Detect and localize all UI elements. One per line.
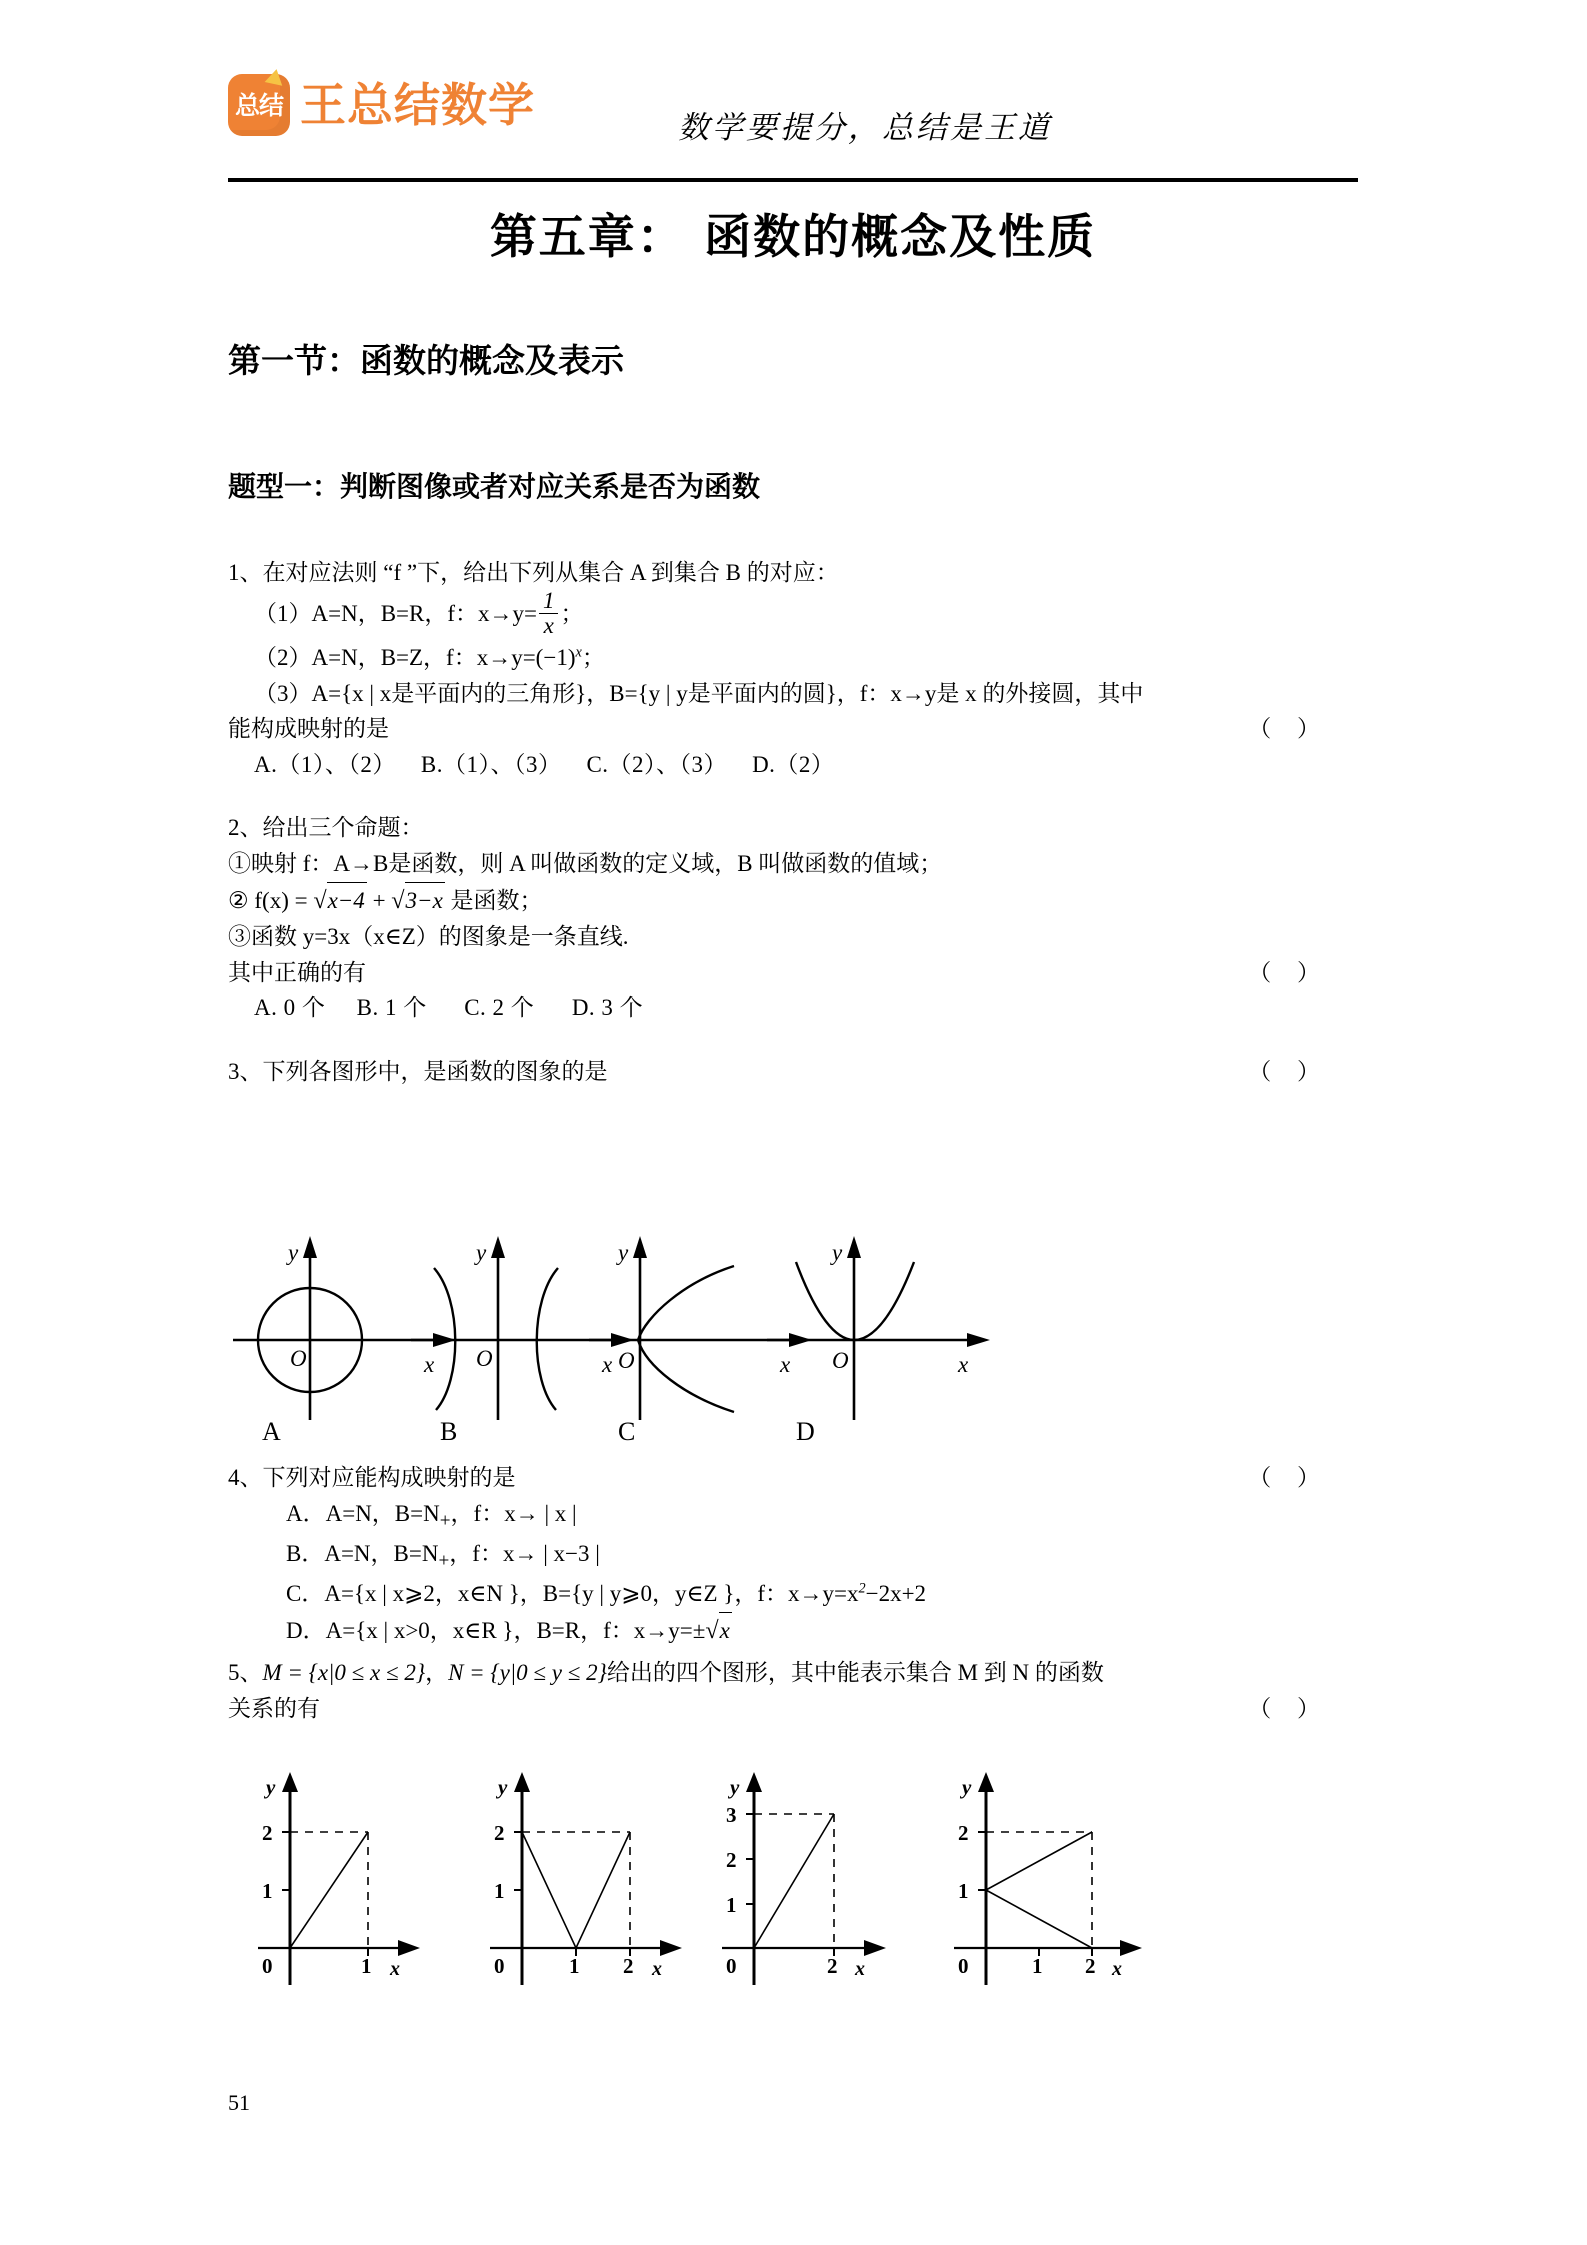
svg-text:2: 2: [494, 1821, 505, 1845]
radical-sign-icon: √: [313, 886, 327, 914]
q5-stem-line2: [228, 1691, 1358, 1727]
q4-option-b[interactable]: [228, 1536, 1358, 1576]
q5-set-m: M = {x|0 ≤ x ≤ 2}: [262, 1660, 426, 1686]
section-title: 第一节：函数的概念及表示: [228, 341, 624, 380]
q5-answer-blank[interactable]: （ ）: [1248, 1695, 1330, 1721]
q1-item-2: [228, 640, 1358, 676]
q4-option-d[interactable]: [228, 1612, 1358, 1649]
q1-options: [228, 747, 1358, 783]
q2-prop2-pre: ② f(x) =: [228, 887, 314, 913]
q1-option-b[interactable]: B.（1）、（3）: [420, 751, 562, 777]
svg-text:y: y: [618, 1240, 629, 1265]
q2-prop2-mid: +: [366, 887, 392, 913]
fraction-denominator: x: [543, 612, 554, 638]
svg-text:0: 0: [494, 1954, 505, 1978]
svg-text:x: x: [780, 1352, 791, 1377]
svg-text:2: 2: [827, 1954, 838, 1978]
svg-text:2: 2: [1085, 1954, 1096, 1978]
q1-item3-line2-text: 能构成映射的是: [228, 716, 389, 742]
figure-5-3: [712, 1770, 962, 2000]
svg-text:y: y: [832, 1240, 843, 1265]
q1-item-1: [228, 587, 1358, 640]
q5-set-n: N = {y|0 ≤ y ≤ 2}: [448, 1660, 607, 1686]
q4-stem-row: [228, 1460, 1358, 1496]
q5-stem-line2-text: 关系的有: [228, 1695, 320, 1721]
q4-option-a[interactable]: [228, 1496, 1358, 1536]
q1-item1-post: ；: [560, 600, 584, 626]
q4-option-b-subscript: +: [438, 1550, 450, 1572]
question-1: [228, 555, 1358, 782]
svg-text:x: x: [958, 1352, 969, 1377]
svg-text:1: 1: [494, 1879, 505, 1903]
svg-text:0: 0: [726, 1954, 737, 1978]
figure-5-1: [248, 1770, 498, 2000]
q2-prop-2: [228, 882, 1358, 919]
q4-stem: 4、下列对应能构成映射的是: [228, 1465, 516, 1490]
svg-text:x: x: [652, 1958, 662, 1980]
q2-option-b[interactable]: B. 1 个: [356, 995, 427, 1021]
figure-3-d-label: D: [796, 1417, 815, 1446]
q4-option-a-text: A．A=N，B=N: [286, 1500, 440, 1526]
svg-text:1: 1: [361, 1954, 372, 1978]
q2-option-d[interactable]: D. 3 个: [571, 995, 644, 1021]
sqrt-x: [705, 1612, 731, 1649]
figure-3-d: [762, 1230, 1012, 1445]
question-3-figures: [228, 1230, 1358, 1445]
figure-5-3-graph: [712, 1770, 962, 1990]
header-divider: [228, 178, 1358, 182]
q4-option-b-rest: ，f：x→ | x−3 |: [449, 1540, 600, 1566]
svg-text:x: x: [602, 1352, 613, 1377]
svg-text:y: y: [962, 1775, 972, 1799]
figure-3-b-label: B: [440, 1417, 458, 1446]
fraction-one-over-x: [539, 589, 559, 638]
topic-title: 题型一：判断图像或者对应关系是否为函数: [228, 470, 761, 503]
svg-text:O: O: [832, 1348, 849, 1373]
q1-item-3-line2: [228, 711, 1358, 747]
svg-text:1: 1: [726, 1893, 737, 1917]
q3-answer-blank[interactable]: （ ）: [1248, 1059, 1330, 1085]
logo-badge-label: 总结: [234, 90, 283, 120]
svg-text:0: 0: [262, 1954, 273, 1978]
q2-options: [228, 990, 1358, 1026]
figure-5-2-graph: [480, 1770, 730, 1990]
q4-option-a-rest: ，f：x→ | x |: [450, 1500, 577, 1526]
svg-text:1: 1: [262, 1879, 273, 1903]
logo-wordmark: 王总结数学: [300, 78, 535, 132]
q2-option-c[interactable]: C. 2 个: [464, 995, 535, 1021]
q2-answer-blank[interactable]: （ ）: [1248, 959, 1330, 985]
svg-text:y: y: [498, 1775, 508, 1799]
svg-text:x: x: [424, 1352, 435, 1377]
page-number: 51: [228, 2090, 250, 2115]
question-body-lower: [228, 1460, 1358, 1733]
q2-option-a[interactable]: A. 0 个: [254, 995, 326, 1021]
svg-text:y: y: [266, 1775, 276, 1799]
brand-tagline: 数学要提分，总结是王道: [678, 110, 1052, 146]
svg-text:x: x: [1112, 1958, 1122, 1980]
q1-option-a[interactable]: A.（1）、（2）: [254, 751, 396, 777]
svg-text:1: 1: [569, 1954, 580, 1978]
svg-text:O: O: [618, 1348, 635, 1373]
q2-conclusion: [228, 955, 1358, 991]
svg-text:x: x: [390, 1958, 400, 1980]
q1-item2-end: ；: [581, 644, 605, 670]
q2-prop2-post: 是函数；: [444, 887, 543, 913]
figure-3-c-label: C: [618, 1417, 636, 1446]
q1-option-c[interactable]: C.（2）、（3）: [586, 751, 728, 777]
radical-sign-icon: √: [705, 1616, 719, 1644]
question-5: [228, 1655, 1358, 1726]
radicand: x: [719, 1612, 732, 1649]
svg-text:0: 0: [958, 1954, 969, 1978]
figure-5-4-graph: [944, 1770, 1194, 1990]
svg-text:2: 2: [958, 1821, 969, 1845]
q4-option-c-rest: −2x+2: [865, 1581, 927, 1607]
sqrt-3-minus-x: [391, 882, 444, 919]
radicand: 3−x: [405, 882, 445, 919]
question-3-stem-row: [228, 1054, 1358, 1090]
q1-stem: 1、在对应法则 “f ”下，给出下列从集合 A 到集合 B 的对应：: [228, 560, 839, 585]
question-4: [228, 1460, 1358, 1649]
q2-stem: 2、给出三个命题：: [228, 815, 424, 841]
svg-text:y: y: [288, 1240, 299, 1265]
q4-option-a-subscript: +: [439, 1510, 451, 1532]
q1-item1-pre: （1）A=N，B=R，f：x→y=: [254, 600, 537, 626]
q4-answer-blank[interactable]: （ ）: [1248, 1465, 1330, 1490]
question-body: [228, 555, 1358, 1096]
radical-sign-icon: √: [391, 886, 405, 914]
svg-text:1: 1: [958, 1879, 969, 1903]
svg-text:x: x: [855, 1958, 865, 1980]
q5-stem-post: 给出的四个图形，其中能表示集合 M 到 N 的函数: [606, 1660, 1104, 1686]
svg-text:O: O: [290, 1346, 307, 1371]
figure-3-a-label: A: [262, 1417, 281, 1446]
svg-text:2: 2: [623, 1954, 634, 1978]
figure-5-1-graph: [248, 1770, 498, 1990]
question-2: [228, 810, 1358, 1026]
svg-text:y: y: [730, 1775, 740, 1799]
q5-stem-mid: ，: [425, 1660, 449, 1686]
svg-text:O: O: [476, 1346, 493, 1371]
svg-text:3: 3: [726, 1803, 737, 1827]
svg-text:2: 2: [262, 1821, 273, 1845]
q2-conclusion-text: 其中正确的有: [228, 959, 366, 985]
fraction-numerator: 1: [539, 589, 559, 614]
logo-badge-icon: [228, 74, 290, 136]
q1-item-3-line1: （3）A={x | x是平面内的三角形}，B={y | y是平面内的圆}，f：x→y是 x 的外接圆，其中: [254, 680, 1144, 706]
radicand: x−4: [327, 882, 367, 919]
q4-option-d-text: D．A={x | x>0，x∈R }，B=R，f：x→y=±: [286, 1617, 706, 1643]
spacer: [228, 1032, 1358, 1054]
question-5-figures: [248, 1770, 1378, 2000]
sqrt-x-minus-4: [313, 882, 366, 919]
q1-answer-blank[interactable]: （ ）: [1248, 716, 1330, 742]
spacer: [228, 788, 1358, 810]
q1-option-d[interactable]: D.（2）: [752, 751, 835, 777]
q5-stem-line1: [228, 1655, 1358, 1691]
q2-prop-1: ①映射 f：A→B是函数，则 A 叫做函数的定义域，B 叫做函数的值域；: [228, 851, 943, 877]
q5-stem-pre: 5、: [228, 1660, 263, 1686]
chapter-title: 第五章： 函数的概念及性质: [489, 210, 1097, 265]
svg-text:2: 2: [726, 1848, 737, 1872]
figure-5-2: [480, 1770, 730, 2000]
svg-text:y: y: [476, 1240, 487, 1265]
figure-3-d-graph: [762, 1230, 1012, 1420]
q4-option-b-text: B．A=N，B=N: [286, 1540, 439, 1566]
q2-prop-3: ③函数 y=3x（x∈Z）的图象是一条直线.: [228, 924, 629, 950]
q1-item2-text: （2）A=N，B=Z，f：x→y=(−1): [254, 644, 576, 670]
q1-item2-exponent: x: [575, 644, 582, 661]
page-header: [228, 72, 1358, 164]
q4-option-c-exponent: 2: [858, 1580, 866, 1597]
svg-text:1: 1: [1032, 1954, 1043, 1978]
q3-stem: 3、下列各图形中，是函数的图象的是: [228, 1059, 608, 1085]
figure-5-4: [944, 1770, 1194, 2000]
q4-option-c-text: C．A={x | x⩾2，x∈N }，B={y | y⩾0，y∈Z }，f：x→y=x: [286, 1581, 859, 1607]
crown-icon: [265, 67, 286, 85]
q4-option-c[interactable]: [228, 1576, 1358, 1612]
brand-logo: [228, 74, 535, 136]
